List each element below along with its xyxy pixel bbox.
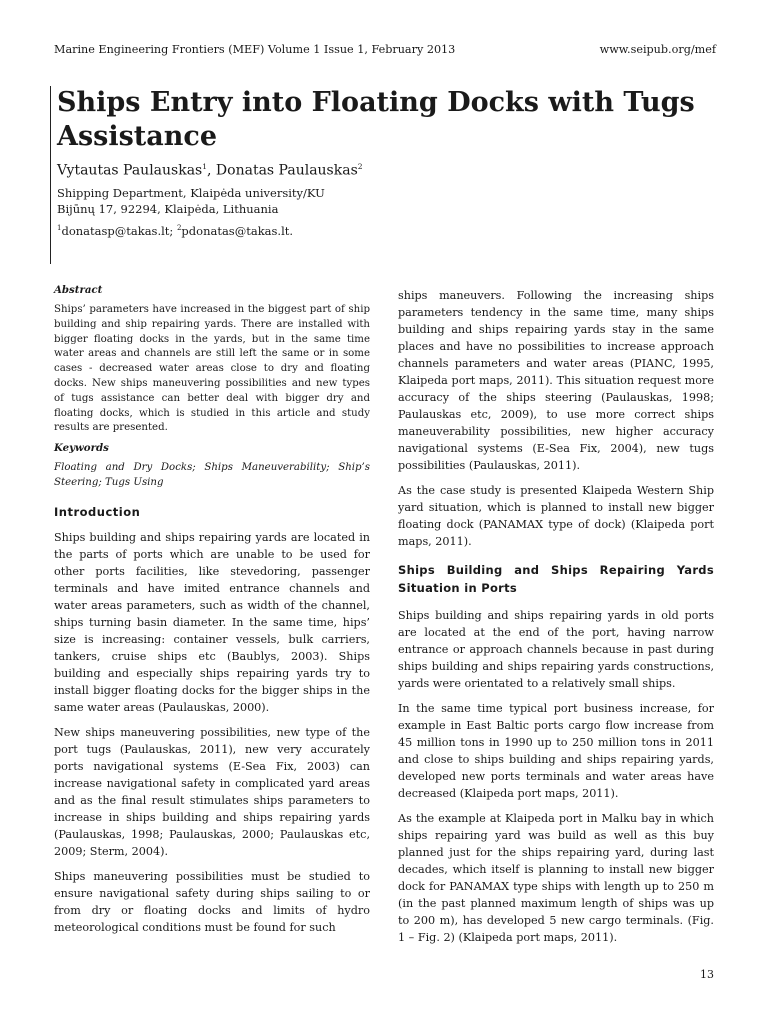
authors <box>57 162 727 179</box>
affiliation-line-2: Bijūnų 17, 92294, Klaipėda, Lithuania <box>57 201 279 216</box>
yards-paragraph-2: In the same time typical port business increase, for example in East Baltic ports cargo flow increase from 45 million tons in 1990 up to 250 million tons in 2011 and close to ships building and ships repairing yards, developed new ports terminals and water areas have decreased (Klaipeda port maps, 2011). <box>398 702 714 800</box>
yards-paragraph-3: As the example at Klaipeda port in Malku bay in which ships repairing yard was build as well as this buy planned just for the ships repairing yard, during last decades, which itself is planning to install new bigger dock for PANAMAX type ships with length up to 250 m (in the past planned maximum length of ships was up to 200 m), has developed 5 new cargo terminals. (Fig. 1 – Fig. 2) (Klaipeda port maps, 2011). <box>398 812 714 944</box>
keywords-text: Floating and Dry Docks; Ships Maneuverability; Ship’s Steering; Tugs Using <box>54 462 370 488</box>
email-2-superscript: 2 <box>176 223 182 232</box>
introduction-paragraph-2: New ships maneuvering possibilities, new type of the port tugs (Paulauskas, 2011), new very accurately ports navigational systems (E-Sea Fix, 2003) can increase navigational safety in complicated yard areas and as the final result stimulates ships parameters to increase in ships building and ships repairing yards (Paulauskas, 1998; Paulauskas, 2000; Paulauskas etc, 2009; Sterm, 2004). <box>54 725 370 858</box>
abstract-text: Ships’ parameters have increased in the biggest part of ship building and ship repairing yards. There are installed with bigger floating docks in the yards, but in the same time water areas and channels are still left the same or in some cases - decreased water areas close to dry and floating docks. New ships maneuvering possibilities and new types of tugs assistance can better deal with bigger dry and floating docks, which is studied in this article and study results are presented. <box>54 304 370 434</box>
abstract-heading: Abstract <box>54 284 103 296</box>
email-2[interactable]: pdonatas@takas.lt. <box>181 223 294 238</box>
journal-header: Marine Engineering Frontiers (MEF) Volume 1 Issue 1, February 2013 <box>54 43 456 56</box>
right-column <box>398 287 714 954</box>
left-column <box>54 284 370 944</box>
introduction-paragraph-3: Ships maneuvering possibilities must be studied to ensure navigational safety during ships sailing to or from dry or floating docks and limits of hydro meteorological conditions must be found for such <box>54 869 370 934</box>
right-paragraph-1: ships maneuvers. Following the increasing ships parameters tendency in the same time, many ships building and ships repairing yards stay in the same places and have no possibilities to increase approach channels parameters and water areas (PIANC, 1995, Klaipeda port maps, 2011). This situation request more accuracy of the ships steering (Paulauskas, 1998; Paulauskas etc, 2009), to use more correct ships maneuverability possibilities, new higher accuracy navigational systems (E-Sea Fix, 2004), new tugs possibilities (Paulauskas, 2011). <box>398 289 714 472</box>
title-block <box>50 86 727 264</box>
affiliation-line-1: Shipping Department, Klaipėda university/KU <box>57 185 325 200</box>
author-1-superscript: 1 <box>202 162 208 171</box>
author-emails <box>57 224 727 238</box>
author-1: Vytautas Paulauskas <box>57 162 203 179</box>
article-title: Ships Entry into Floating Docks with Tugs Assistance <box>57 87 695 152</box>
author-2: , Donatas Paulauskas <box>207 162 358 179</box>
right-paragraph-2: As the case study is presented Klaipeda Western Ship yard situation, which is planned to install new bigger floating dock (PANAMAX type of dock) (Klaipeda port maps, 2011). <box>398 484 714 548</box>
email-1[interactable]: donatasp@takas.lt; <box>61 223 177 238</box>
introduction-heading: Introduction <box>54 504 141 519</box>
email-1-superscript: 1 <box>57 223 62 232</box>
keywords-heading: Keywords <box>54 442 109 455</box>
yards-paragraph-1: Ships building and ships repairing yards in old ports are located at the end of the port, having narrow entrance or approach channels because in past during ships building and ships repairing yards constructions, yards were orientated to a relatively small ships. <box>398 609 714 690</box>
yards-section-heading: Ships Building and Ships Repairing Yards Situation in Ports <box>398 563 714 595</box>
affiliation <box>57 185 727 217</box>
journal-url[interactable]: www.seipub.org/mef <box>599 43 716 56</box>
page-number: 13 <box>700 968 714 981</box>
author-2-superscript: 2 <box>357 162 363 171</box>
introduction-paragraph-1: Ships building and ships repairing yards are located in the parts of ports which are unable to be used for other ports facilities, like stevedoring, passenger terminals and have imited entrance channels and water areas parameters, such as width of the channel, ships turning basin diameter. In the same time, hips’ size is increasing: container vessels, bulk carriers, tankers, cruise ships etc (Baublys, 2003). Ships building and especially ships repairing yards try to install bigger floating docks for the bigger ships in the same water areas (Paulauskas, 2000). <box>54 530 370 714</box>
